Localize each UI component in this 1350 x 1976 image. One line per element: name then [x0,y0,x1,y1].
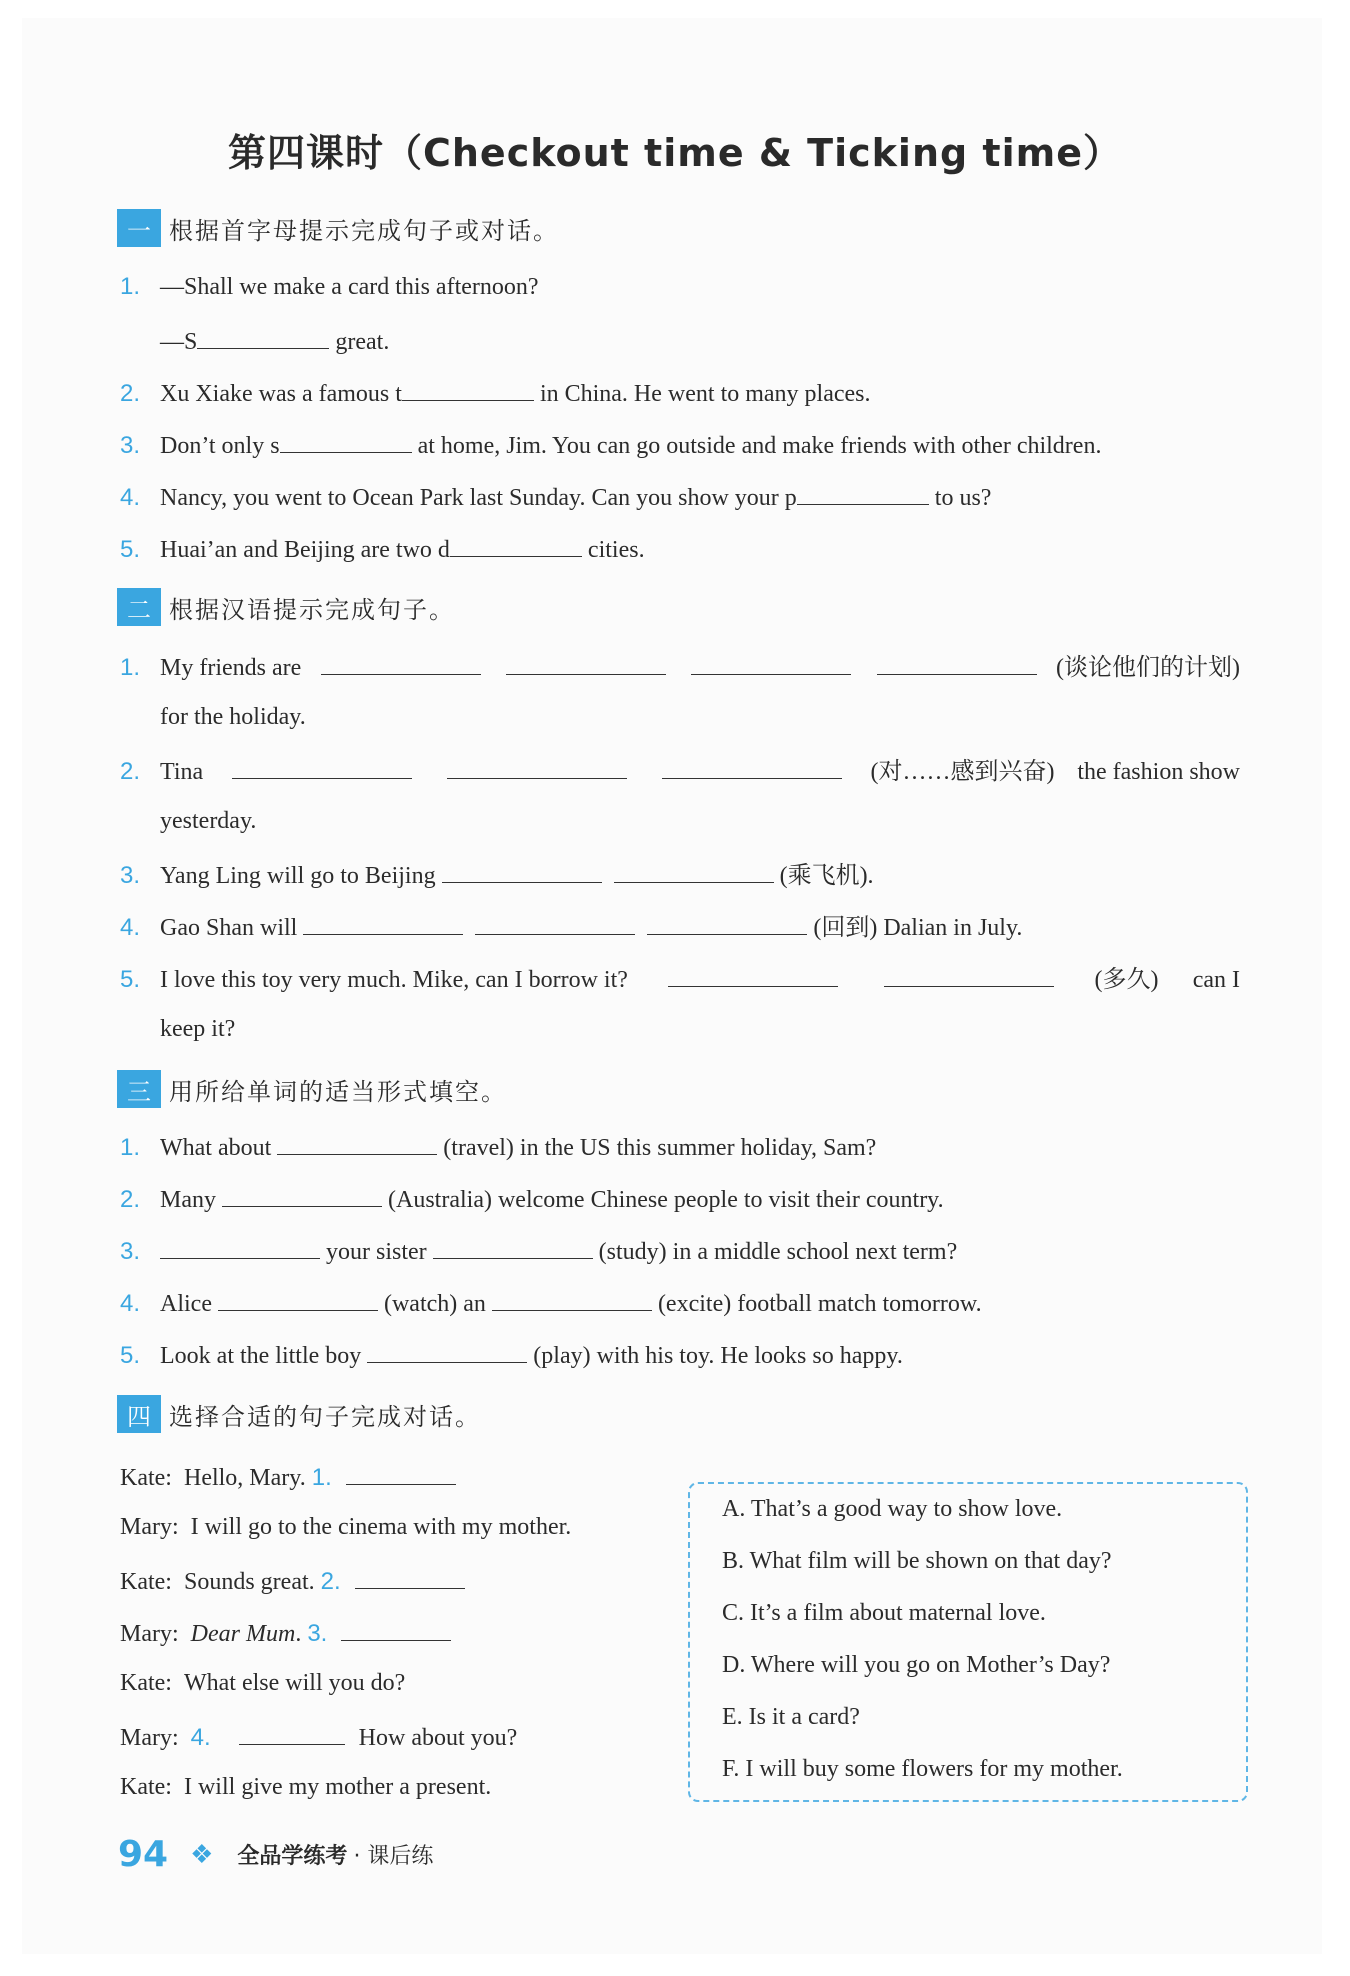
question-3-1: 1. What about (travel) in the US this summer holiday, Sam? [120,1130,876,1163]
option-d: D. Where will you go on Mother’s Day? [722,1652,1111,1678]
section-2-header [117,587,455,627]
section-heading: 根据汉语提示完成句子。 [169,595,455,624]
answer-blank[interactable] [492,1286,652,1311]
brand-subtitle: · 课后练 [353,1844,434,1869]
answer-blank[interactable] [277,1130,437,1155]
question-1-3: 3. Don’t only s at home, Jim. You can go outside and make friends with other children. [120,428,1101,461]
page-number: 94 [118,1834,169,1875]
diamond-cluster-icon: ❖ [190,1839,214,1869]
answer-blank[interactable] [402,376,534,401]
option-b: B. What film will be shown on that day? [722,1548,1112,1574]
answer-blank[interactable] [691,650,851,675]
question-2-5: 5. I love this toy very much. Mike, can I borrow it? (多久) can I [120,962,1240,995]
question-1-1-answer: —S great. [160,324,389,357]
question-3-2: 2. Many (Australia) welcome Chinese people to visit their country. [120,1182,944,1215]
section-heading: 选择合适的句子完成对话。 [169,1402,481,1431]
question-1-1: 1. —Shall we make a card this afternoon? [120,273,539,300]
answer-blank[interactable] [668,962,838,987]
answer-blank[interactable] [367,1338,527,1363]
question-2-3: 3. Yang Ling will go to Beijing (乘飞机). [120,858,874,891]
option-f: F. I will buy some flowers for my mother. [722,1756,1123,1782]
question-3-3: 3. your sister (study) in a middle school next term? [120,1234,957,1267]
answer-blank[interactable] [341,1616,451,1641]
answer-blank[interactable] [647,910,807,935]
option-e: E. Is it a card? [722,1704,860,1730]
option-a: A. That’s a good way to show love. [722,1496,1063,1522]
section-heading: 用所给单词的适当形式填空。 [169,1077,507,1106]
question-3-5: 5. Look at the little boy (play) with his toy. He looks so happy. [120,1338,903,1371]
section-1-header [117,208,559,248]
answer-blank[interactable] [433,1234,593,1259]
answer-blank[interactable] [303,910,463,935]
dialog-line: Kate: Hello, Mary. 1. [120,1460,462,1493]
answer-blank[interactable] [884,962,1054,987]
option-c: C. It’s a film about maternal love. [722,1600,1046,1626]
question-2-1: 1. My friends are (谈论他们的计划) [120,650,1240,683]
answer-blank[interactable] [506,650,666,675]
section-badge: 三 [117,1070,161,1108]
section-3-header [117,1069,507,1109]
question-2-4: 4. Gao Shan will (回到) Dalian in July. [120,910,1022,943]
dialog-line: Mary: I will go to the cinema with my mother. [120,1514,572,1540]
question-3-4: 4. Alice (watch) an (excite) football match tomorrow. [120,1286,982,1319]
answer-blank[interactable] [197,324,329,349]
answer-blank[interactable] [797,480,929,505]
answer-blank[interactable] [239,1720,345,1745]
answer-blank[interactable] [346,1460,456,1485]
dialog-line: Mary: 4. How about you? [120,1720,517,1753]
answer-blank[interactable] [442,858,602,883]
dialog-line: Kate: I will give my mother a present. [120,1774,492,1800]
section-badge: 四 [117,1395,161,1433]
answer-blank[interactable] [160,1234,320,1259]
answer-blank[interactable] [447,754,627,779]
section-heading: 根据首字母提示完成句子或对话。 [169,216,559,245]
question-2-1-cont: for the holiday. [160,704,306,730]
question-2-2-cont: yesterday. [160,808,257,834]
answer-blank[interactable] [280,428,412,453]
dialog-line: Kate: What else will you do? [120,1670,406,1696]
dialog-line: Mary: Dear Mum. 3. [120,1616,457,1649]
question-1-2: 2. Xu Xiake was a famous t in China. He went to many places. [120,376,871,409]
answer-blank[interactable] [321,650,481,675]
dialog-line: Kate: Sounds great. 2. [120,1564,471,1597]
question-2-2: 2. Tina (对……感到兴奋) the fashion show [120,754,1240,787]
answer-blank[interactable] [877,650,1037,675]
brand-name: 全品学练考 [237,1844,348,1869]
question-2-5-cont: keep it? [160,1016,236,1042]
answer-blank[interactable] [475,910,635,935]
question-1-4: 4. Nancy, you went to Ocean Park last Sunday. Can you show your p to us? [120,480,991,513]
answer-blank[interactable] [614,858,774,883]
answer-blank[interactable] [662,754,842,779]
answer-blank[interactable] [232,754,412,779]
answer-blank[interactable] [222,1182,382,1207]
footer [118,1834,433,1875]
page-title: 第四课时（Checkout time & Ticking time） [227,131,1122,175]
section-badge: 一 [117,209,161,247]
answer-blank[interactable] [218,1286,378,1311]
question-1-5: 5. Huai’an and Beijing are two d cities. [120,532,645,565]
section-badge: 二 [117,588,161,626]
answer-blank[interactable] [450,532,582,557]
section-4-header [117,1394,481,1434]
answer-blank[interactable] [355,1564,465,1589]
